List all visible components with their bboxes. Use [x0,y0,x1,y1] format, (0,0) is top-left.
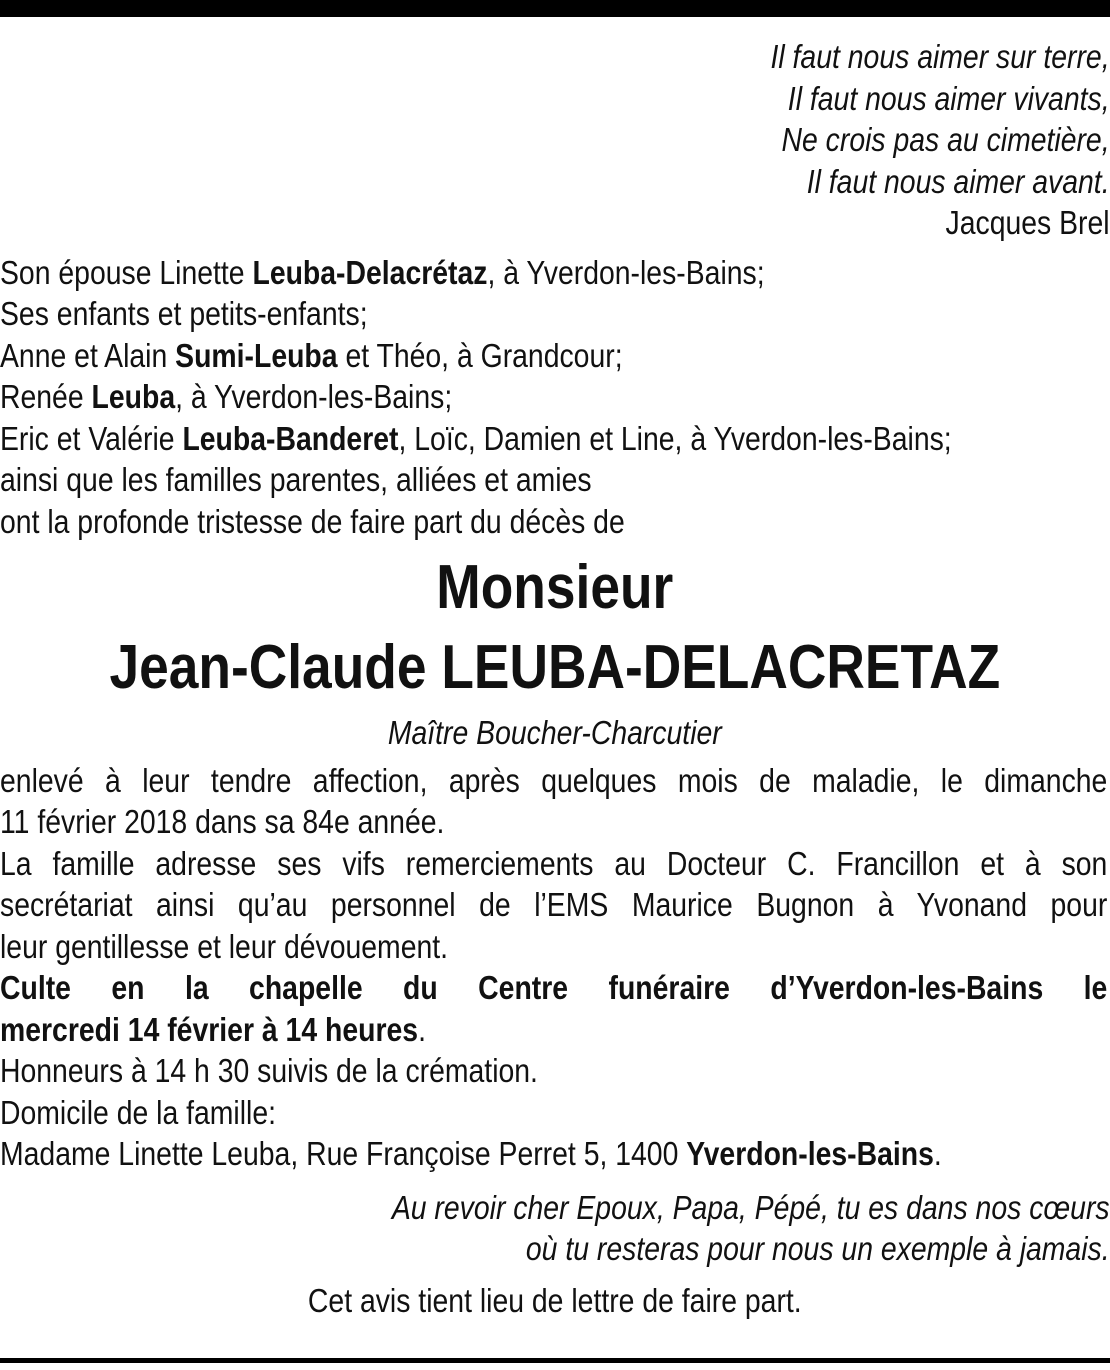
poem-line: Il faut nous aimer sur terre, [770,38,1110,75]
body-line: 11 février 2018 dans sa 84e année. [0,803,445,840]
family-line: Anne et Alain Sumi-Leuba et Théo, à Grandcour; [0,336,623,374]
body-line: enlevé à leur tendre affection, après quelques mois de maladie, le dimanche [0,761,1108,799]
deceased-title: Monsieur [436,553,674,622]
family-line: Eric et Valérie Leuba-Banderet, Loïc, Damien et Line, à Yverdon-les-Bains; [0,419,952,457]
service-line: Culte en la chapelle du Centre funéraire d’Yverdon-les-Bains le [0,969,1108,1006]
body-line: secrétariat ainsi qu’au personnel de l’EMS Maurice Bugnon à Yvonand pour [0,886,1108,923]
poem-line: Il faut nous aimer avant. [807,162,1110,200]
family-line: ainsi que les familles parentes, alliées et amies [0,461,592,498]
poem-line: Il faut nous aimer vivants, [788,79,1110,117]
farewell-line: où tu resteras pour nous un exemple à jamais. [526,1230,1110,1267]
deceased-profession: Maître Boucher-Charcutier [388,714,722,751]
farewell-line: Au revoir cher Epoux, Papa, Pépé, tu es dans nos cœurs [392,1188,1110,1226]
notice-body [0,760,1110,1175]
family-line: Renée Leuba, à Yverdon-les-Bains; [0,378,453,415]
family-list [0,252,1110,543]
notice-footer: Cet avis tient lieu de lettre de faire part. [308,1281,802,1319]
family-line: Son épouse Linette Leuba-Delacrétaz, à Yverdon-les-Bains; [0,253,765,291]
bottom-rule [0,1358,1110,1363]
honours-line: Honneurs à 14 h 30 suivis de la crémation. [0,1052,538,1089]
poem-line: Ne crois pas au cimetière, [781,121,1110,158]
deceased-name: Jean-Claude LEUBA-DELACRETAZ [109,633,1001,702]
body-line: La famille adresse ses vifs remerciements au Docteur C. Francillon et à son [0,844,1108,882]
domicile-label: Domicile de la famille: [0,1093,277,1131]
obituary-notice [0,36,1110,1321]
body-line: leur gentillesse et leur dévouement. [0,927,449,965]
poem-quote [0,36,1110,244]
deceased-heading [0,548,1110,754]
farewell-quote [0,1187,1110,1270]
poem-author: Jacques Brel [945,204,1110,241]
domicile-address: Madame Linette Leuba, Rue Françoise Perret 5, 1400 Yverdon-les-Bains. [0,1135,942,1172]
top-rule [0,0,1110,17]
family-line: Ses enfants et petits-enfants; [0,295,368,332]
family-line: ont la profonde tristesse de faire part du décès de [0,502,625,540]
service-line: mercredi 14 février à 14 heures. [0,1010,426,1048]
